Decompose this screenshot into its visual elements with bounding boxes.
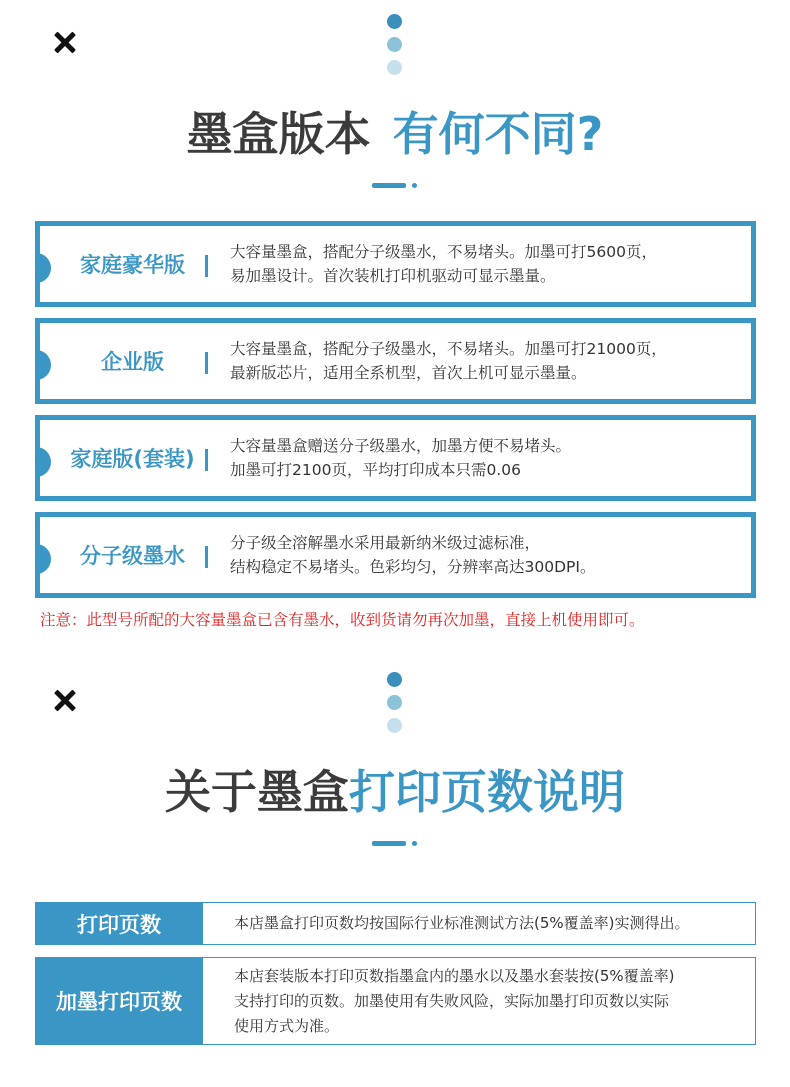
version-card-enterprise bbox=[35, 318, 756, 404]
close-icon[interactable] bbox=[50, 27, 80, 57]
section1-title bbox=[0, 98, 790, 164]
section2-title-blue: 打印页数说明 bbox=[349, 765, 625, 819]
version-desc-line: 易加墨设计。首次装机打印机驱动可显示墨量。 bbox=[230, 267, 556, 285]
version-desc-line: 最新版芯片，适用全系机型，首次上机可显示墨量。 bbox=[230, 364, 587, 382]
card-notch-icon bbox=[35, 544, 51, 574]
warning-note: 注意：此型号所配的大容量墨盒已含有墨水，收到货请勿再次加墨，直接上机使用即可。 bbox=[40, 611, 645, 629]
version-desc-line: 加墨可打2100页，平均打印成本只需0.06 bbox=[230, 461, 521, 479]
version-description bbox=[230, 323, 750, 399]
section2-title-dark: 关于墨盒 bbox=[165, 765, 349, 819]
section1-title-blue: 有何不同? bbox=[392, 107, 604, 161]
version-desc-line: 结构稳定不易堵头。色彩均匀，分辨率高达300DPI。 bbox=[230, 558, 596, 576]
section2-title bbox=[0, 756, 790, 822]
decor-dots-icon bbox=[387, 14, 403, 83]
info-row-text bbox=[234, 958, 745, 1044]
divider bbox=[205, 255, 208, 277]
card-notch-icon bbox=[35, 350, 51, 380]
info-row-label: 打印页数 bbox=[35, 902, 203, 945]
version-desc-line: 分子级全溶解墨水采用最新纳米级过滤标准， bbox=[230, 534, 541, 552]
version-desc-line: 大容量墨盒，搭配分子级墨水，不易堵头。加墨可打5600页， bbox=[230, 243, 657, 261]
version-description bbox=[230, 420, 750, 496]
info-row-print-pages bbox=[35, 902, 756, 945]
info-row-line: 本店套装版本打印页数指墨盒内的墨水以及墨水套装按(5%覆盖率) bbox=[234, 966, 675, 985]
info-row-line: 本店墨盒打印页数均按国际行业标准测试方法(5%覆盖率)实测得出。 bbox=[234, 914, 690, 932]
version-card-deluxe bbox=[35, 221, 756, 307]
card-notch-icon bbox=[35, 447, 51, 477]
info-row-label: 加墨打印页数 bbox=[35, 957, 203, 1045]
version-card-home-set bbox=[35, 415, 756, 501]
version-name: 家庭豪华版 bbox=[80, 253, 185, 277]
info-row-line: 使用方式为准。 bbox=[234, 1016, 340, 1035]
section1-title-dark: 墨盒版本 bbox=[186, 107, 371, 161]
info-row-line: 支持打印的页数。加墨使用有失败风险，实际加墨打印页数以实际 bbox=[234, 991, 670, 1010]
version-name: 企业版 bbox=[101, 350, 164, 374]
version-description bbox=[230, 226, 750, 302]
decor-dots-icon bbox=[387, 672, 403, 741]
divider bbox=[205, 449, 208, 471]
version-name: 家庭版(套装) bbox=[70, 447, 195, 471]
close-icon[interactable] bbox=[50, 685, 80, 715]
divider bbox=[205, 546, 208, 568]
info-row-refill-pages bbox=[35, 957, 756, 1045]
version-name: 分子级墨水 bbox=[80, 544, 185, 568]
card-notch-icon bbox=[35, 253, 51, 283]
version-description bbox=[230, 517, 750, 593]
version-desc-line: 大容量墨盒赠送分子级墨水，加墨方便不易堵头。 bbox=[230, 437, 572, 455]
divider bbox=[205, 352, 208, 374]
info-row-text bbox=[234, 903, 745, 944]
version-card-molecular-ink bbox=[35, 512, 756, 598]
version-desc-line: 大容量墨盒，搭配分子级墨水，不易堵头。加墨可打21000页， bbox=[230, 340, 667, 358]
